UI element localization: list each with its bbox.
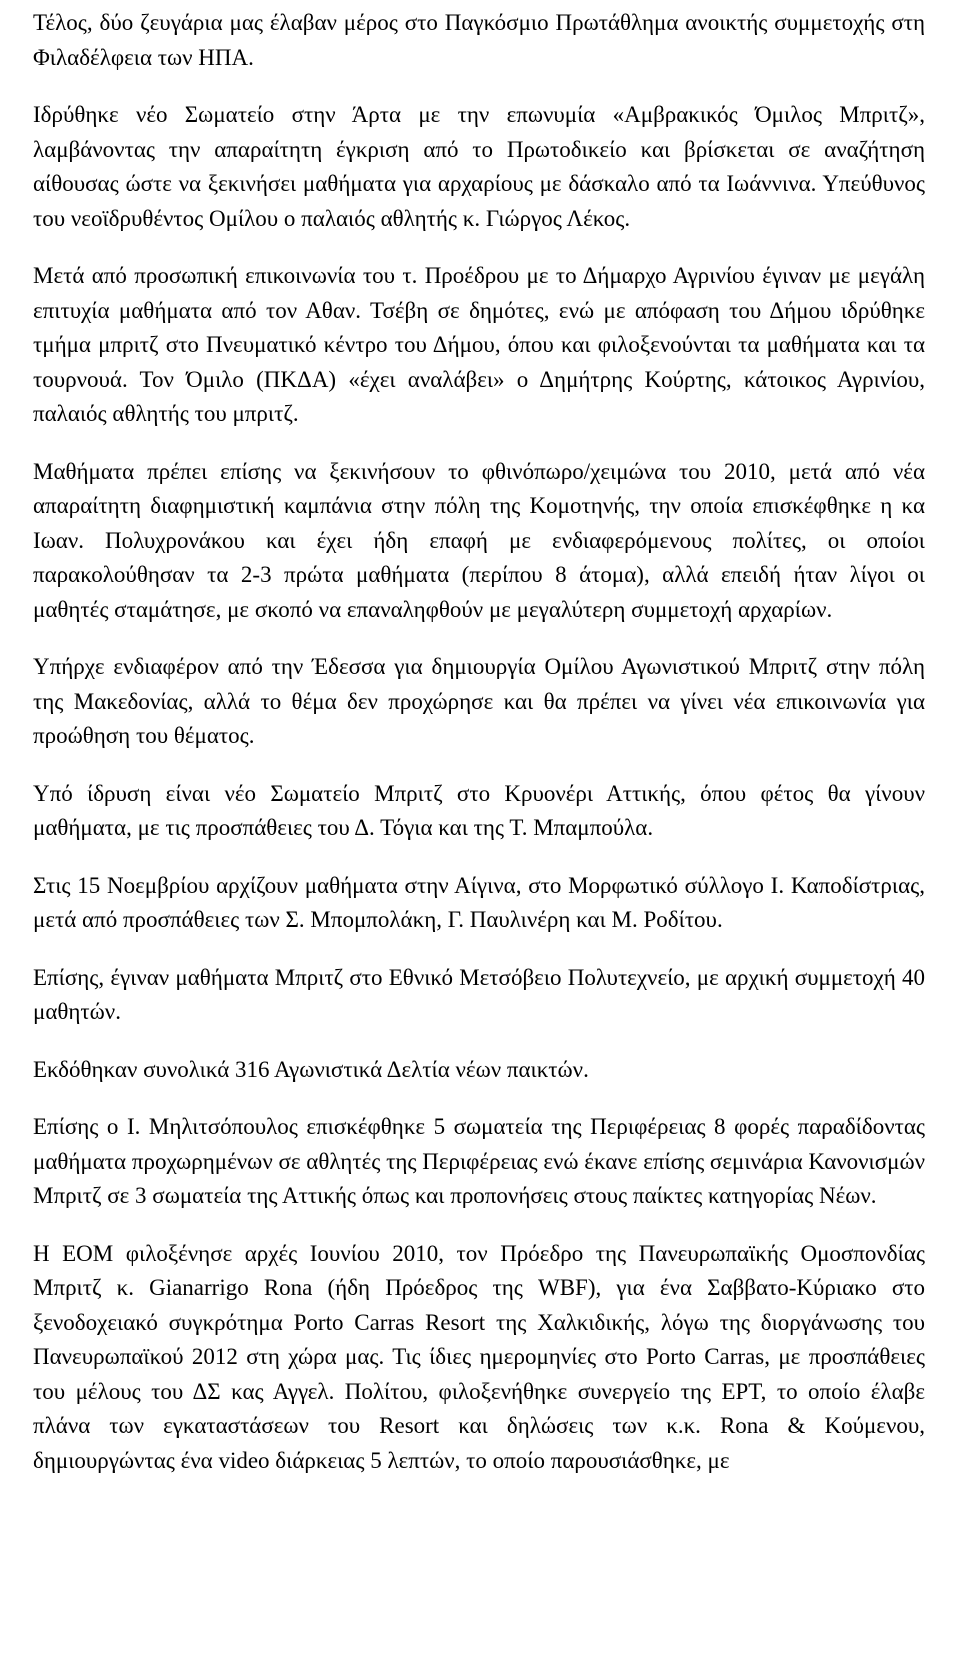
paragraph-arta-club: Ιδρύθηκε νέο Σωματείο στην Άρτα με την επωνυμία «Αμβρακικός Όμιλος Μπριτζ», λαμβάνοντας την απαραίτητη έγκριση από το Πρωτοδικείο και βρίσκεται σε αναζήτηση αίθουσας ώστε να ξεκινήσει μαθήματα για αρχαρίους με δάσκαλο από τα Ιωάννινα. Υπεύθυνος του νεοϊδρυθέντος Ομίλου ο παλαιός αθλητής κ. Γιώργος Λέκος.	[33, 102, 925, 231]
paragraph-ntua-lessons: Επίσης, έγιναν μαθήματα Μπριτζ στο Εθνικό Μετσόβειο Πολυτεχνείο, με αρχική συμμετοχή 40 μαθητών.	[33, 964, 925, 1024]
paragraph-aegina-lessons: Στις 15 Νοεμβρίου αρχίζουν μαθήματα στην Αίγινα, στο Μορφωτικό σύλλογο Ι. Καποδίστριας, μετά από προσπάθειες των Σ. Μπομπολάκη, Γ. Παυλινέρη και Μ. Ροδίτου.	[33, 872, 925, 932]
paragraph-agrinio-lessons: Μετά από προσωπική επικοινωνία του τ. Προέδρου με το Δήμαρχο Αγρινίου έγιναν με μεγάλη επιτυχία μαθήματα από τον Αθαν. Τσέβη σε δημότες, ενώ με απόφαση του Δήμου ιδρύθηκε τμήμα μπριτζ στο Πνευματικό κέντρο του Δήμου, όπου και φιλοξενούνται τα μαθήματα και τα τουρνουά. Τον Όμιλο (ΠΚΔΑ) «έχει αναλάβει» ο Δημήτρης Κούρτης, κάτοικος Αγρινίου, παλαιός αθλητής του μπριτζ.	[33, 263, 925, 426]
paragraph-edessa-interest: Υπήρχε ενδιαφέρον από την Έδεσσα για δημιουργία Ομίλου Αγωνιστικού Μπριτζ στην πόλη της Μακεδονίας, αλλά το θέμα δεν προχώρησε και θα πρέπει να γίνει νέα επικοινωνία για προώθηση του θέματος.	[33, 654, 925, 748]
paragraph-world-championship: Τέλος, δύο ζευγάρια μας έλαβαν μέρος στο Παγκόσμιο Πρωτάθλημα ανοικτής συμμετοχής στη Φιλαδέλφεια των ΗΠΑ.	[33, 10, 925, 70]
paragraph-new-player-cards: Εκδόθηκαν συνολικά 316 Αγωνιστικά Δελτία νέων παικτών.	[33, 1056, 589, 1082]
paragraph-regional-visits: Επίσης ο Ι. Μηλιτσόπουλος επισκέφθηκε 5 σωματεία της Περιφέρειας 8 φορές παραδίδοντας μαθήματα προχωρημένων σε αθλητές της Περιφέρειας ενώ έκανε επίσης σεμινάρια Κανονισμών Μπριτζ σε 3 σωματεία της Αττικής όπως και προπονήσεις στους παίκτες κατηγορίας Νέων.	[33, 1114, 925, 1208]
paragraph-kryoneri-club: Υπό ίδρυση είναι νέο Σωματείο Μπριτζ στο Κρυονέρι Αττικής, όπου φέτος θα γίνουν μαθήματα, με τις προσπάθειες του Δ. Τόγια και της Τ. Μπαμπούλα.	[33, 780, 925, 840]
paragraph-komotini-lessons: Μαθήματα πρέπει επίσης να ξεκινήσουν το φθινόπωρο/χειμώνα του 2010, μετά από νέα απαραίτητη διαφημιστική καμπάνια στην πόλη της Κομοτηνής, την οποία επισκέφθηκε η κα Ιωαν. Πολυχρονάκου και έχει ήδη επαφή με ενδιαφερόμενους πολίτες, οι οποίοι παρακολούθησαν τα 2-3 πρώτα μαθήματα (περίπου 8 άτομα), αλλά επειδή ήταν λίγοι οι μαθητές σταμάτησε, με σκοπό να επαναληφθούν με μεγαλύτερη συμμετοχή αρχαρίων.	[33, 458, 925, 622]
paragraph-porto-carras-visit: Η ΕΟΜ φιλοξένησε αρχές Ιουνίου 2010, τον Πρόεδρο της Πανευρωπαϊκής Ομοσπονδίας Μπριτζ κ. Gianarrigo Rona (ήδη Πρόεδρος της WBF), για ένα Σαββατο-Κύριακο στο ξενοδοχειακό συγκρότημα Porto Carras Resort της Χαλκιδικής, λόγω της διοργάνωσης του Πανευρωπαϊκού 2012 στη χώρα μας. Τις ίδιες ημερομηνίες στο Porto Carras, με προσπάθειες του μέλους του ΔΣ κας Αγγελ. Πολίτου, φιλοξενήθηκε συνεργείο της ΕΡΤ, το οποίο έλαβε πλάνα των εγκαταστάσεων του Resort και δηλώσεις των κ.κ. Rona & Κούμενου, δημιουργώντας ένα video διάρκειας 5 λεπτών, το οποίο παρουσιάσθηκε, με	[33, 1240, 925, 1473]
